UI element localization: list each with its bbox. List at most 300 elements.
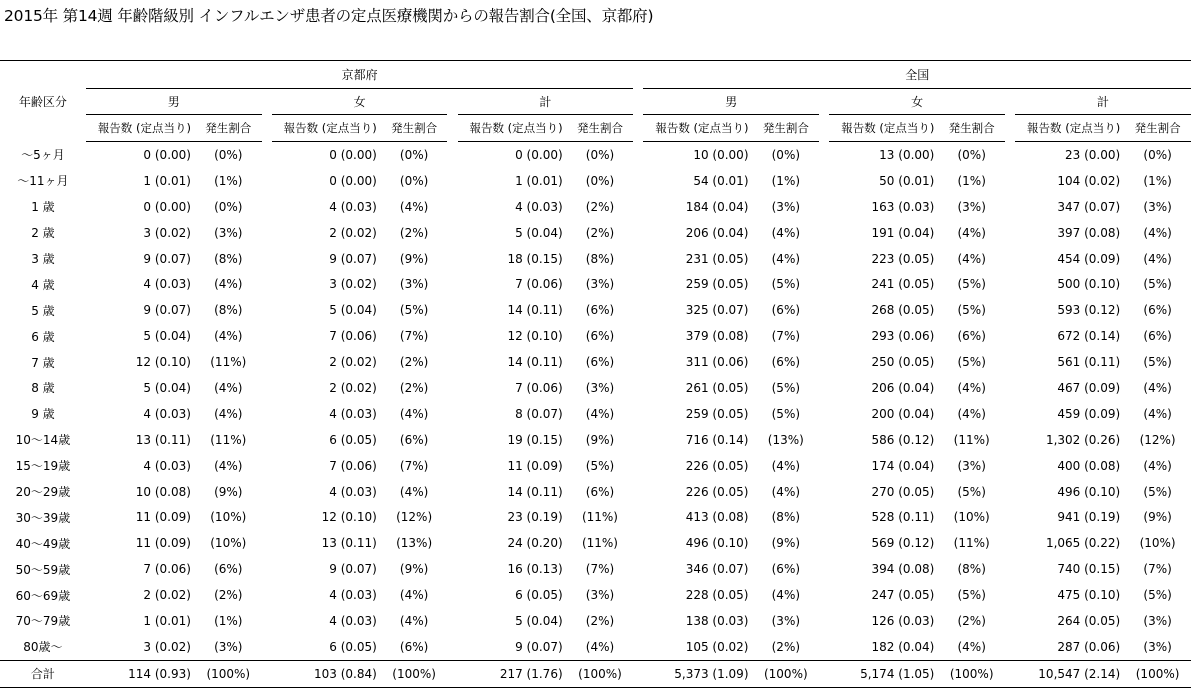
rate-value: (4%) bbox=[585, 639, 615, 654]
table-row bbox=[0, 582, 1191, 608]
rate-value: (8%) bbox=[771, 510, 801, 525]
sex-header: 計 bbox=[458, 89, 634, 115]
report-count: 14 (0.11) bbox=[507, 303, 563, 318]
table-row bbox=[0, 194, 1191, 220]
age-label: 60～69歳 bbox=[15, 588, 71, 603]
rate-value: (5%) bbox=[771, 380, 801, 395]
table-row bbox=[0, 479, 1191, 505]
report-count: 6 (0.05) bbox=[515, 588, 563, 603]
rate-value: (12%) bbox=[396, 510, 433, 525]
report-count: 163 (0.03) bbox=[871, 199, 935, 214]
table-row bbox=[0, 246, 1191, 272]
report-count: 7 (0.06) bbox=[329, 329, 377, 344]
report-count: 226 (0.05) bbox=[685, 458, 749, 473]
col-report-header: 報告数 (定点当り) bbox=[1015, 115, 1124, 142]
report-count: 293 (0.06) bbox=[871, 329, 935, 344]
report-count: 5 (0.04) bbox=[329, 303, 377, 318]
rate-value: (13%) bbox=[396, 536, 433, 551]
report-count: 4 (0.03) bbox=[143, 458, 191, 473]
report-count: 114 (0.93) bbox=[86, 660, 195, 687]
rate-value: (6%) bbox=[1143, 303, 1172, 318]
report-count: 206 (0.04) bbox=[685, 225, 749, 240]
rate-value: (5%) bbox=[1143, 277, 1172, 292]
report-count: 8 (0.07) bbox=[515, 406, 563, 421]
report-count: 4 (0.03) bbox=[143, 406, 191, 421]
rate-value: (11%) bbox=[210, 355, 247, 370]
age-label: 40～49歳 bbox=[15, 536, 71, 551]
age-label: 15～19歳 bbox=[15, 459, 71, 474]
rate-value: (11%) bbox=[581, 510, 618, 525]
rate-value: (0%) bbox=[399, 173, 429, 188]
influenza-report-table bbox=[0, 60, 1191, 688]
table-row bbox=[0, 271, 1191, 297]
rate-value: (7%) bbox=[399, 329, 429, 344]
rate-value: (4%) bbox=[957, 380, 986, 395]
report-count: 250 (0.05) bbox=[871, 355, 935, 370]
report-count: 5 (0.04) bbox=[143, 329, 191, 344]
rate-value: (6%) bbox=[1143, 329, 1172, 344]
report-count: 4 (0.03) bbox=[329, 199, 377, 214]
age-label: 3 歳 bbox=[31, 252, 55, 266]
rate-value: (3%) bbox=[1143, 199, 1172, 214]
col-report-header: 報告数 (定点当り) bbox=[829, 115, 938, 142]
rate-value: (5%) bbox=[957, 588, 986, 603]
rate-value: (2%) bbox=[585, 199, 615, 214]
rate-value: (3%) bbox=[399, 277, 429, 292]
sex-header: 女 bbox=[272, 89, 448, 115]
rate-value: (0%) bbox=[214, 147, 243, 162]
report-count: 3 (0.02) bbox=[143, 639, 191, 654]
rate-value: (0%) bbox=[214, 199, 243, 214]
rate-value: (4%) bbox=[1143, 251, 1172, 266]
age-label: 7 歳 bbox=[31, 355, 55, 370]
report-count: 16 (0.13) bbox=[507, 562, 563, 577]
rate-value: (100%) bbox=[1124, 660, 1191, 687]
rate-value: (8%) bbox=[957, 562, 986, 577]
rate-value: (5%) bbox=[957, 303, 986, 318]
rate-value: (4%) bbox=[214, 406, 243, 421]
report-count: 10 (0.08) bbox=[135, 484, 191, 499]
rate-value: (4%) bbox=[1143, 380, 1172, 395]
report-count: 475 (0.10) bbox=[1057, 588, 1121, 603]
report-count: 10 (0.00) bbox=[693, 147, 749, 162]
rate-value: (100%) bbox=[567, 660, 634, 687]
rate-value: (8%) bbox=[214, 251, 243, 266]
report-count: 500 (0.10) bbox=[1057, 277, 1121, 292]
report-count: 138 (0.03) bbox=[685, 613, 749, 628]
report-count: 206 (0.04) bbox=[871, 380, 935, 395]
report-count: 2 (0.02) bbox=[329, 380, 377, 395]
table-row bbox=[0, 401, 1191, 427]
report-count: 672 (0.14) bbox=[1057, 329, 1121, 344]
table-row bbox=[0, 168, 1191, 194]
report-count: 12 (0.10) bbox=[135, 355, 191, 370]
rate-value: (5%) bbox=[1143, 588, 1172, 603]
report-count: 5,373 (1.09) bbox=[643, 660, 752, 687]
rate-value: (10%) bbox=[210, 536, 247, 551]
page-title: 2015年 第14週 年齢階級別 インフルエンザ患者の定点医療機関からの報告割合(全国、京都府) bbox=[4, 7, 654, 25]
report-count: 19 (0.15) bbox=[507, 432, 563, 447]
report-count: 24 (0.20) bbox=[507, 536, 563, 551]
report-count: 14 (0.11) bbox=[507, 484, 563, 499]
report-count: 397 (0.08) bbox=[1057, 225, 1121, 240]
table-row bbox=[0, 375, 1191, 401]
col-rate-header: 発生割合 bbox=[938, 115, 1005, 142]
report-count: 7 (0.06) bbox=[515, 380, 563, 395]
report-count: 1,302 (0.26) bbox=[1045, 432, 1121, 447]
rate-value: (1%) bbox=[214, 173, 243, 188]
report-count: 13 (0.11) bbox=[321, 536, 377, 551]
age-label: 80歳～ bbox=[23, 640, 63, 655]
rate-value: (1%) bbox=[214, 613, 243, 628]
rate-value: (11%) bbox=[953, 432, 990, 447]
report-count: 5 (0.04) bbox=[143, 380, 191, 395]
sex-header: 男 bbox=[86, 89, 262, 115]
rate-value: (9%) bbox=[399, 251, 429, 266]
table-row bbox=[0, 323, 1191, 349]
report-count: 0 (0.00) bbox=[143, 199, 191, 214]
rate-value: (0%) bbox=[585, 147, 615, 162]
report-count: 54 (0.01) bbox=[693, 173, 749, 188]
total-row bbox=[0, 660, 1191, 687]
report-count: 104 (0.02) bbox=[1057, 173, 1121, 188]
rate-value: (5%) bbox=[585, 458, 615, 473]
rate-value: (4%) bbox=[957, 251, 986, 266]
table-row bbox=[0, 453, 1191, 479]
report-count: 454 (0.09) bbox=[1057, 251, 1121, 266]
report-count: 0 (0.00) bbox=[329, 173, 377, 188]
report-count: 586 (0.12) bbox=[871, 432, 935, 447]
rate-value: (7%) bbox=[771, 329, 801, 344]
rate-value: (11%) bbox=[210, 432, 247, 447]
rate-value: (2%) bbox=[771, 639, 801, 654]
report-count: 740 (0.15) bbox=[1057, 562, 1121, 577]
rate-value: (6%) bbox=[585, 355, 615, 370]
report-count: 593 (0.12) bbox=[1057, 303, 1121, 318]
report-count: 241 (0.05) bbox=[871, 277, 935, 292]
report-count: 12 (0.10) bbox=[321, 510, 377, 525]
age-label: 50～59歳 bbox=[15, 562, 71, 577]
rate-value: (3%) bbox=[957, 199, 986, 214]
report-count: 1 (0.01) bbox=[515, 173, 563, 188]
report-count: 496 (0.10) bbox=[685, 536, 749, 551]
rate-value: (2%) bbox=[585, 613, 615, 628]
report-count: 0 (0.00) bbox=[329, 147, 377, 162]
table-row bbox=[0, 634, 1191, 660]
report-count: 23 (0.00) bbox=[1065, 147, 1121, 162]
report-count: 325 (0.07) bbox=[685, 303, 749, 318]
age-label: ～11ヶ月 bbox=[17, 174, 69, 189]
rate-value: (4%) bbox=[1143, 458, 1172, 473]
rate-value: (6%) bbox=[399, 639, 429, 654]
sex-header: 女 bbox=[829, 89, 1005, 115]
rate-value: (6%) bbox=[585, 329, 615, 344]
region-header-national: 全国 bbox=[643, 61, 1191, 89]
table-row bbox=[0, 220, 1191, 246]
report-count: 1,065 (0.22) bbox=[1045, 536, 1121, 551]
report-count: 9 (0.07) bbox=[329, 562, 377, 577]
age-label: 合計 bbox=[0, 660, 86, 687]
table-row bbox=[0, 530, 1191, 556]
report-count: 0 (0.00) bbox=[515, 147, 563, 162]
report-count: 0 (0.00) bbox=[143, 147, 191, 162]
report-count: 264 (0.05) bbox=[1057, 613, 1121, 628]
report-count: 103 (0.84) bbox=[272, 660, 381, 687]
rate-value: (0%) bbox=[399, 147, 429, 162]
sex-header: 計 bbox=[1015, 89, 1191, 115]
rate-value: (2%) bbox=[214, 588, 243, 603]
rate-value: (9%) bbox=[1143, 510, 1172, 525]
col-report-header: 報告数 (定点当り) bbox=[272, 115, 381, 142]
rate-value: (5%) bbox=[1143, 355, 1172, 370]
rate-value: (11%) bbox=[581, 536, 618, 551]
table-row bbox=[0, 297, 1191, 323]
rate-value: (4%) bbox=[957, 639, 986, 654]
report-count: 1 (0.01) bbox=[143, 613, 191, 628]
col-rate-header: 発生割合 bbox=[195, 115, 262, 142]
report-count: 941 (0.19) bbox=[1057, 510, 1121, 525]
report-count: 346 (0.07) bbox=[685, 562, 749, 577]
report-count: 4 (0.03) bbox=[143, 277, 191, 292]
col-report-header: 報告数 (定点当り) bbox=[643, 115, 752, 142]
report-count: 561 (0.11) bbox=[1057, 355, 1121, 370]
report-count: 11 (0.09) bbox=[135, 536, 191, 551]
report-count: 9 (0.07) bbox=[143, 303, 191, 318]
col-rate-header: 発生割合 bbox=[1124, 115, 1191, 142]
report-count: 184 (0.04) bbox=[685, 199, 749, 214]
rate-value: (8%) bbox=[214, 303, 243, 318]
report-count: 9 (0.07) bbox=[143, 251, 191, 266]
rate-value: (2%) bbox=[957, 613, 986, 628]
rate-value: (4%) bbox=[214, 380, 243, 395]
age-label: 6 歳 bbox=[31, 329, 55, 344]
report-count: 459 (0.09) bbox=[1057, 406, 1121, 421]
rate-value: (6%) bbox=[771, 355, 801, 370]
report-count: 11 (0.09) bbox=[507, 458, 563, 473]
report-count: 270 (0.05) bbox=[871, 484, 935, 499]
rate-value: (100%) bbox=[938, 660, 1005, 687]
rate-value: (2%) bbox=[399, 225, 429, 240]
rate-value: (3%) bbox=[1143, 639, 1172, 654]
report-count: 716 (0.14) bbox=[685, 432, 749, 447]
rate-value: (1%) bbox=[1143, 173, 1172, 188]
report-count: 3 (0.02) bbox=[329, 277, 377, 292]
report-count: 261 (0.05) bbox=[685, 380, 749, 395]
rate-value: (3%) bbox=[214, 639, 243, 654]
report-count: 287 (0.06) bbox=[1057, 639, 1121, 654]
rate-value: (3%) bbox=[585, 277, 615, 292]
rate-value: (1%) bbox=[771, 173, 801, 188]
age-label: 8 歳 bbox=[31, 381, 55, 396]
rate-value: (2%) bbox=[399, 355, 429, 370]
report-count: 467 (0.09) bbox=[1057, 380, 1121, 395]
report-count: 4 (0.03) bbox=[329, 613, 377, 628]
report-count: 1 (0.01) bbox=[143, 173, 191, 188]
report-count: 18 (0.15) bbox=[507, 251, 563, 266]
rate-value: (4%) bbox=[399, 588, 429, 603]
report-count: 4 (0.03) bbox=[329, 588, 377, 603]
rate-value: (4%) bbox=[1143, 406, 1172, 421]
report-count: 6 (0.05) bbox=[329, 432, 377, 447]
rate-value: (3%) bbox=[771, 199, 801, 214]
report-count: 12 (0.10) bbox=[507, 329, 563, 344]
sex-header: 男 bbox=[643, 89, 819, 115]
rate-value: (4%) bbox=[771, 588, 801, 603]
report-count: 174 (0.04) bbox=[871, 458, 935, 473]
report-count: 9 (0.07) bbox=[329, 251, 377, 266]
rate-value: (100%) bbox=[381, 660, 448, 687]
report-count: 5,174 (1.05) bbox=[829, 660, 938, 687]
age-label: 20～29歳 bbox=[15, 485, 71, 500]
rate-value: (100%) bbox=[753, 660, 820, 687]
rate-value: (7%) bbox=[1143, 562, 1172, 577]
rate-value: (12%) bbox=[1139, 432, 1176, 447]
report-count: 247 (0.05) bbox=[871, 588, 935, 603]
report-count: 569 (0.12) bbox=[871, 536, 935, 551]
report-count: 311 (0.06) bbox=[685, 355, 749, 370]
rate-value: (0%) bbox=[1143, 147, 1172, 162]
rate-value: (5%) bbox=[957, 484, 986, 499]
rate-value: (11%) bbox=[953, 536, 990, 551]
rate-value: (4%) bbox=[771, 225, 801, 240]
table-row bbox=[0, 504, 1191, 530]
rate-value: (6%) bbox=[214, 562, 243, 577]
rate-value: (3%) bbox=[1143, 613, 1172, 628]
report-count: 259 (0.05) bbox=[685, 406, 749, 421]
col-report-header: 報告数 (定点当り) bbox=[458, 115, 567, 142]
rate-value: (3%) bbox=[214, 225, 243, 240]
rate-value: (10%) bbox=[210, 510, 247, 525]
rate-value: (5%) bbox=[399, 303, 429, 318]
rate-value: (10%) bbox=[1139, 536, 1176, 551]
age-label: 2 歳 bbox=[31, 226, 55, 241]
report-count: 2 (0.02) bbox=[329, 225, 377, 240]
report-count: 7 (0.06) bbox=[515, 277, 563, 292]
report-count: 268 (0.05) bbox=[871, 303, 935, 318]
rate-value: (2%) bbox=[399, 380, 429, 395]
report-count: 4 (0.03) bbox=[515, 199, 563, 214]
report-count: 4 (0.03) bbox=[329, 406, 377, 421]
report-count: 400 (0.08) bbox=[1057, 458, 1121, 473]
col-rate-header: 発生割合 bbox=[567, 115, 634, 142]
age-label: 4 歳 bbox=[31, 277, 55, 292]
rate-value: (9%) bbox=[585, 432, 615, 447]
report-count: 394 (0.08) bbox=[871, 562, 935, 577]
rate-value: (2%) bbox=[585, 225, 615, 240]
report-count: 200 (0.04) bbox=[871, 406, 935, 421]
rate-value: (6%) bbox=[957, 329, 986, 344]
report-count: 259 (0.05) bbox=[685, 277, 749, 292]
rate-value: (8%) bbox=[585, 251, 615, 266]
age-label: 9 歳 bbox=[31, 407, 55, 422]
rate-value: (3%) bbox=[585, 588, 615, 603]
report-count: 182 (0.04) bbox=[871, 639, 935, 654]
rate-value: (5%) bbox=[771, 406, 801, 421]
rate-value: (5%) bbox=[957, 355, 986, 370]
age-label: 30～39歳 bbox=[15, 510, 71, 525]
rate-value: (6%) bbox=[771, 303, 801, 318]
rate-value: (4%) bbox=[399, 199, 429, 214]
rate-value: (4%) bbox=[957, 406, 986, 421]
report-count: 9 (0.07) bbox=[515, 639, 563, 654]
region-header-kyoto: 京都府 bbox=[86, 61, 633, 89]
rate-value: (4%) bbox=[214, 329, 243, 344]
report-count: 5 (0.04) bbox=[515, 613, 563, 628]
report-count: 413 (0.08) bbox=[685, 510, 749, 525]
report-count: 347 (0.07) bbox=[1057, 199, 1121, 214]
col-rate-header: 発生割合 bbox=[753, 115, 820, 142]
rate-value: (6%) bbox=[585, 303, 615, 318]
report-count: 223 (0.05) bbox=[871, 251, 935, 266]
rate-value: (4%) bbox=[957, 225, 986, 240]
report-count: 50 (0.01) bbox=[879, 173, 935, 188]
rate-value: (4%) bbox=[399, 484, 429, 499]
rate-value: (6%) bbox=[399, 432, 429, 447]
report-count: 3 (0.02) bbox=[143, 225, 191, 240]
report-count: 496 (0.10) bbox=[1057, 484, 1121, 499]
rate-value: (100%) bbox=[195, 660, 262, 687]
report-count: 7 (0.06) bbox=[143, 562, 191, 577]
report-count: 379 (0.08) bbox=[685, 329, 749, 344]
report-count: 13 (0.11) bbox=[135, 432, 191, 447]
report-count: 4 (0.03) bbox=[329, 484, 377, 499]
rate-value: (4%) bbox=[771, 484, 801, 499]
col-report-header: 報告数 (定点当り) bbox=[86, 115, 195, 142]
report-count: 126 (0.03) bbox=[871, 613, 935, 628]
report-count: 14 (0.11) bbox=[507, 355, 563, 370]
table-row bbox=[0, 142, 1191, 168]
report-count: 2 (0.02) bbox=[143, 588, 191, 603]
table-row bbox=[0, 608, 1191, 634]
rate-value: (10%) bbox=[953, 510, 990, 525]
rate-value: (9%) bbox=[399, 562, 429, 577]
rate-value: (0%) bbox=[957, 147, 986, 162]
report-count: 191 (0.04) bbox=[871, 225, 935, 240]
report-count: 6 (0.05) bbox=[329, 639, 377, 654]
report-count: 226 (0.05) bbox=[685, 484, 749, 499]
rate-value: (5%) bbox=[771, 277, 801, 292]
rate-value: (6%) bbox=[771, 562, 801, 577]
rate-value: (4%) bbox=[399, 613, 429, 628]
age-label: 5 歳 bbox=[31, 303, 55, 318]
rate-value: (5%) bbox=[1143, 484, 1172, 499]
report-count: 7 (0.06) bbox=[329, 458, 377, 473]
table-row bbox=[0, 349, 1191, 375]
rate-value: (1%) bbox=[957, 173, 986, 188]
age-header: 年齢区分 bbox=[0, 61, 86, 142]
rate-value: (5%) bbox=[957, 277, 986, 292]
rate-value: (0%) bbox=[771, 147, 801, 162]
rate-value: (4%) bbox=[399, 406, 429, 421]
age-label: 70～79歳 bbox=[15, 614, 71, 629]
report-count: 5 (0.04) bbox=[515, 225, 563, 240]
rate-value: (13%) bbox=[767, 432, 804, 447]
rate-value: (0%) bbox=[585, 173, 615, 188]
rate-value: (4%) bbox=[214, 277, 243, 292]
rate-value: (4%) bbox=[771, 458, 801, 473]
rate-value: (4%) bbox=[585, 406, 615, 421]
rate-value: (3%) bbox=[957, 458, 986, 473]
report-count: 10,547 (2.14) bbox=[1015, 660, 1124, 687]
rate-value: (7%) bbox=[585, 562, 615, 577]
age-label: 1 歳 bbox=[31, 200, 55, 215]
age-label: 10～14歳 bbox=[15, 433, 71, 448]
rate-value: (4%) bbox=[1143, 225, 1172, 240]
rate-value: (6%) bbox=[585, 484, 615, 499]
table-row bbox=[0, 427, 1191, 453]
rate-value: (9%) bbox=[771, 536, 801, 551]
rate-value: (3%) bbox=[771, 613, 801, 628]
